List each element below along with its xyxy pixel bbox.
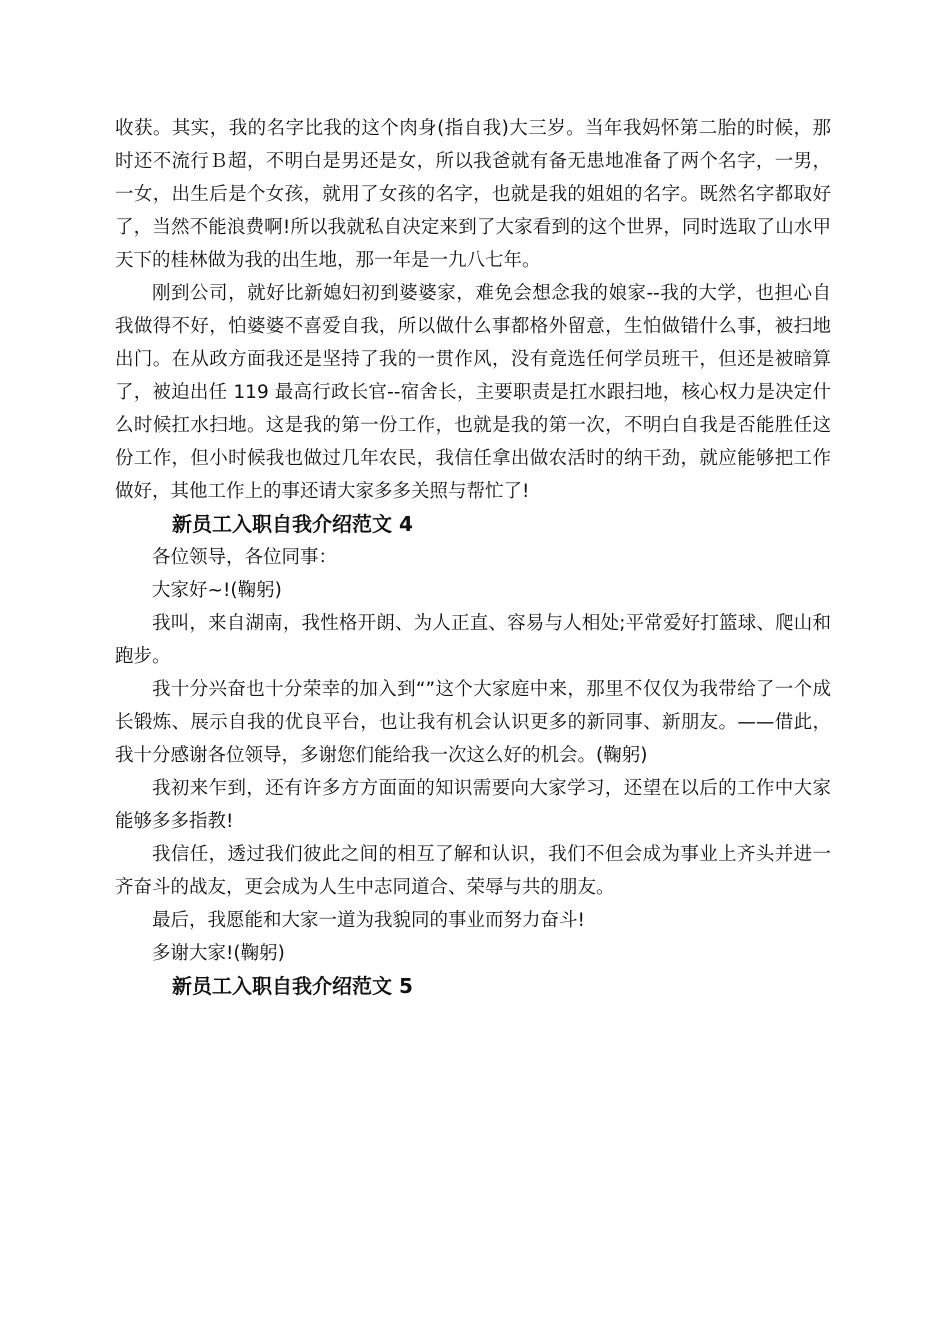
document-body [115,112,831,1003]
paragraph-self-intro: 我叫，来自湖南，我性格开朗、为人正直、容易与人相处;平常爱好打篮球、爬山和跑步。 [115,613,831,667]
paragraph-hello: 大家好~!(鞠躬) [152,580,282,601]
paragraph-finally: 最后，我愿能和大家一道为我貌同的事业而努力奋斗! [152,910,585,931]
paragraph-birth-story: 收获。其实，我的名字比我的这个肉身(指自我)大三岁。当年我妈怀第二胎的时候，那时还不流行Ｂ超，不明白是男还是女，所以我爸就有备无患地准备了两个名字，一男，一女，出生后是个女孩，就用了女孩的名字，也就是我的姐姐的名字。既然名字都取好了，当然不能浪费啊!所以我就私自决定来到了大家看到的这个世界，同时选取了山水甲天下的桂林做为我的出生地，那一年是一九八七年。 [115,118,831,271]
paragraph-honored: 我十分兴奋也十分荣幸的加入到“”这个大家庭中来，那里不仅仅为我带给了一个成长锻炼、展示自我的优良平台，也让我有机会认识更多的新同事、新朋友。——借此，我十分感谢各位领导，多谢您们能给我一次这么好的机会。(鞠躬) [115,679,831,766]
section-heading-5: 新员工入职自我介绍范文 5 [172,974,413,998]
paragraph-joining-company: 刚到公司，就好比新媳妇初到婆婆家，难免会想念我的娘家--我的大学，也担心自我做得不好，怕婆婆不喜爱自我，所以做什么事都格外留意，生怕做错什么事，被扫地出门。在从政方面我还是坚持了我的一贯作风，没有竟选任何学员班干，但还是被暗算了，被迫出任 119 最高行政长官--宿舍长，主要职责是扛水跟扫地，核心权力是决定什么时候扛水扫地。这是我的第一份工作，也就是我的第一次，不明白自我是否能胜任这份工作，但小时候我也做过几年农民，我信任拿出做农活时的纳干劲，就应能够把工作做好，其他工作上的事还请大家多多关照与帮忙了! [115,283,831,502]
section-heading-4: 新员工入职自我介绍范文 4 [172,512,413,536]
paragraph-greeting: 各位领导，各位同事： [152,547,338,568]
paragraph-trust: 我信任，透过我们彼此之间的相互了解和认识，我们不但会成为事业上齐头并进一齐奋斗的战友，更会成为人生中志同道合、荣辱与共的朋友。 [115,844,831,898]
paragraph-learning: 我初来乍到，还有许多方方面面的知识需要向大家学习，还望在以后的工作中大家能够多多指教! [115,778,831,832]
paragraph-thanks: 多谢大家!(鞠躬) [152,943,285,964]
